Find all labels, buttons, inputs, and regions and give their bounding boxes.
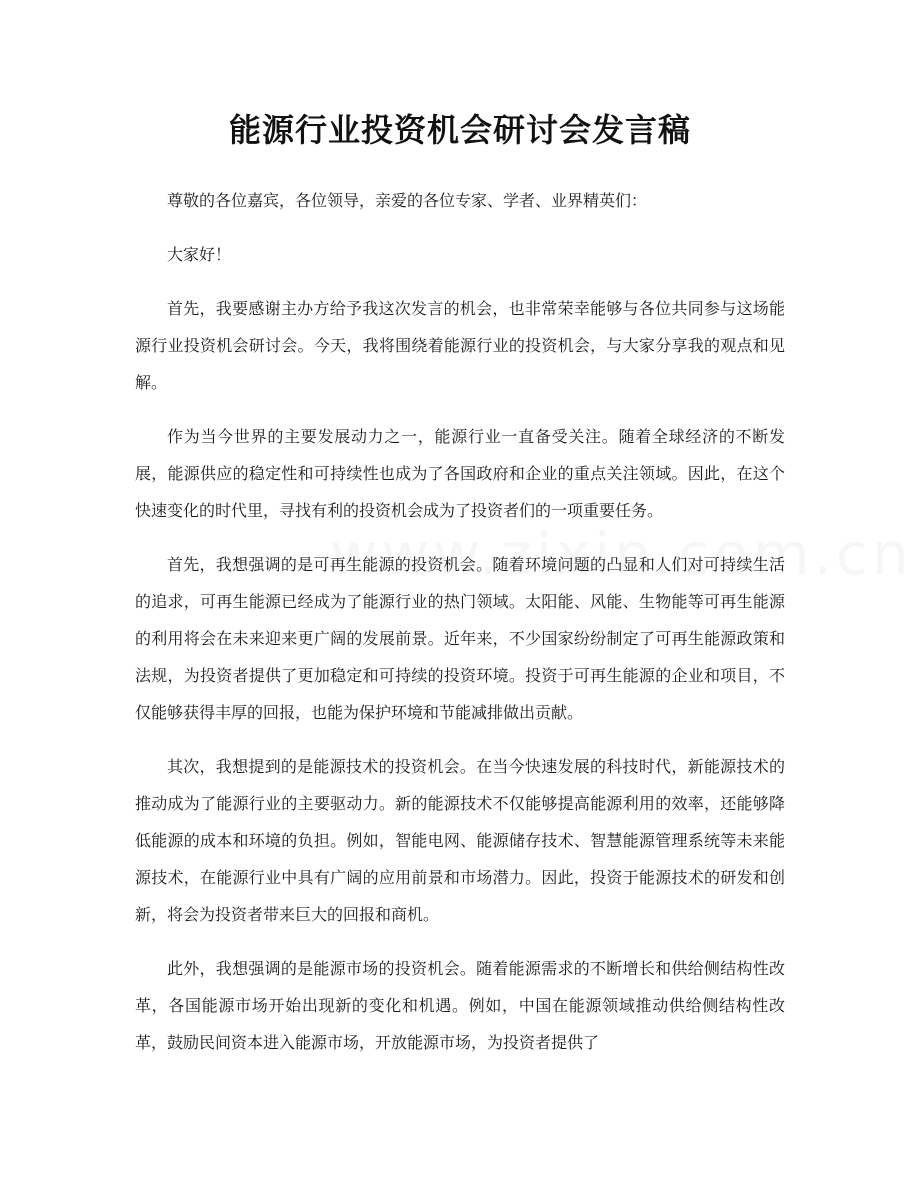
paragraph-salutation: 尊敬的各位嘉宾，各位领导，亲爱的各位专家、学者、业界精英们： [167,191,648,210]
document-title: 能源行业投资机会研讨会发言稿 [228,111,691,149]
paragraph-energy-market: 此外，我想强调的是能源市场的投资机会。随着能源需求的不断增长和供给侧结构性改革，各国能源市场开始出现新的变化和机遇。例如，中国在能源领域推动供给侧结构性改革，鼓励民间资本进入能源市场，开放能源市场，为投资者提供了 [135,959,785,1052]
paragraph-greeting: 大家好！ [167,245,232,264]
document-body [135,182,785,1078]
paragraph-renewable-energy: 首先，我想强调的是可再生能源的投资机会。随着环境问题的凸显和人们对可持续生活的追求，可再生能源已经成为了能源行业的热门领域。太阳能、风能、生物能等可再生能源的利用将会在未来迎来更广阔的发展前景。近年来，不少国家纷纷制定了可再生能源政策和法规，为投资者提供了更加稳定和可持续的投资环境。投资于可再生能源的企业和项目，不仅能够获得丰厚的回报，也能为保护环境和节能减排做出贡献。 [135,555,785,722]
paragraph-background: 作为当今世界的主要发展动力之一，能源行业一直备受关注。随着全球经济的不断发展，能源供应的稳定性和可持续性也成为了各国政府和企业的重点关注领域。因此，在这个快速变化的时代里，寻找有利的投资机会成为了投资者们的一项重要任务。 [135,427,785,520]
paragraph-energy-technology: 其次，我想提到的是能源技术的投资机会。在当今快速发展的科技时代，新能源技术的推动成为了能源行业的主要驱动力。新的能源技术不仅能够提高能源利用的效率，还能够降低能源的成本和环境的负担。例如，智能电网、能源储存技术、智慧能源管理系统等未来能源技术，在能源行业中具有广阔的应用前景和市场潜力。因此，投资于能源技术的研发和创新，将会为投资者带来巨大的回报和商机。 [135,757,785,924]
paragraph-intro: 首先，我要感谢主办方给予我这次发言的机会，也非常荣幸能够与各位共同参与这场能源行业投资机会研讨会。今天，我将围绕着能源行业的投资机会，与大家分享我的观点和见解。 [135,299,785,392]
